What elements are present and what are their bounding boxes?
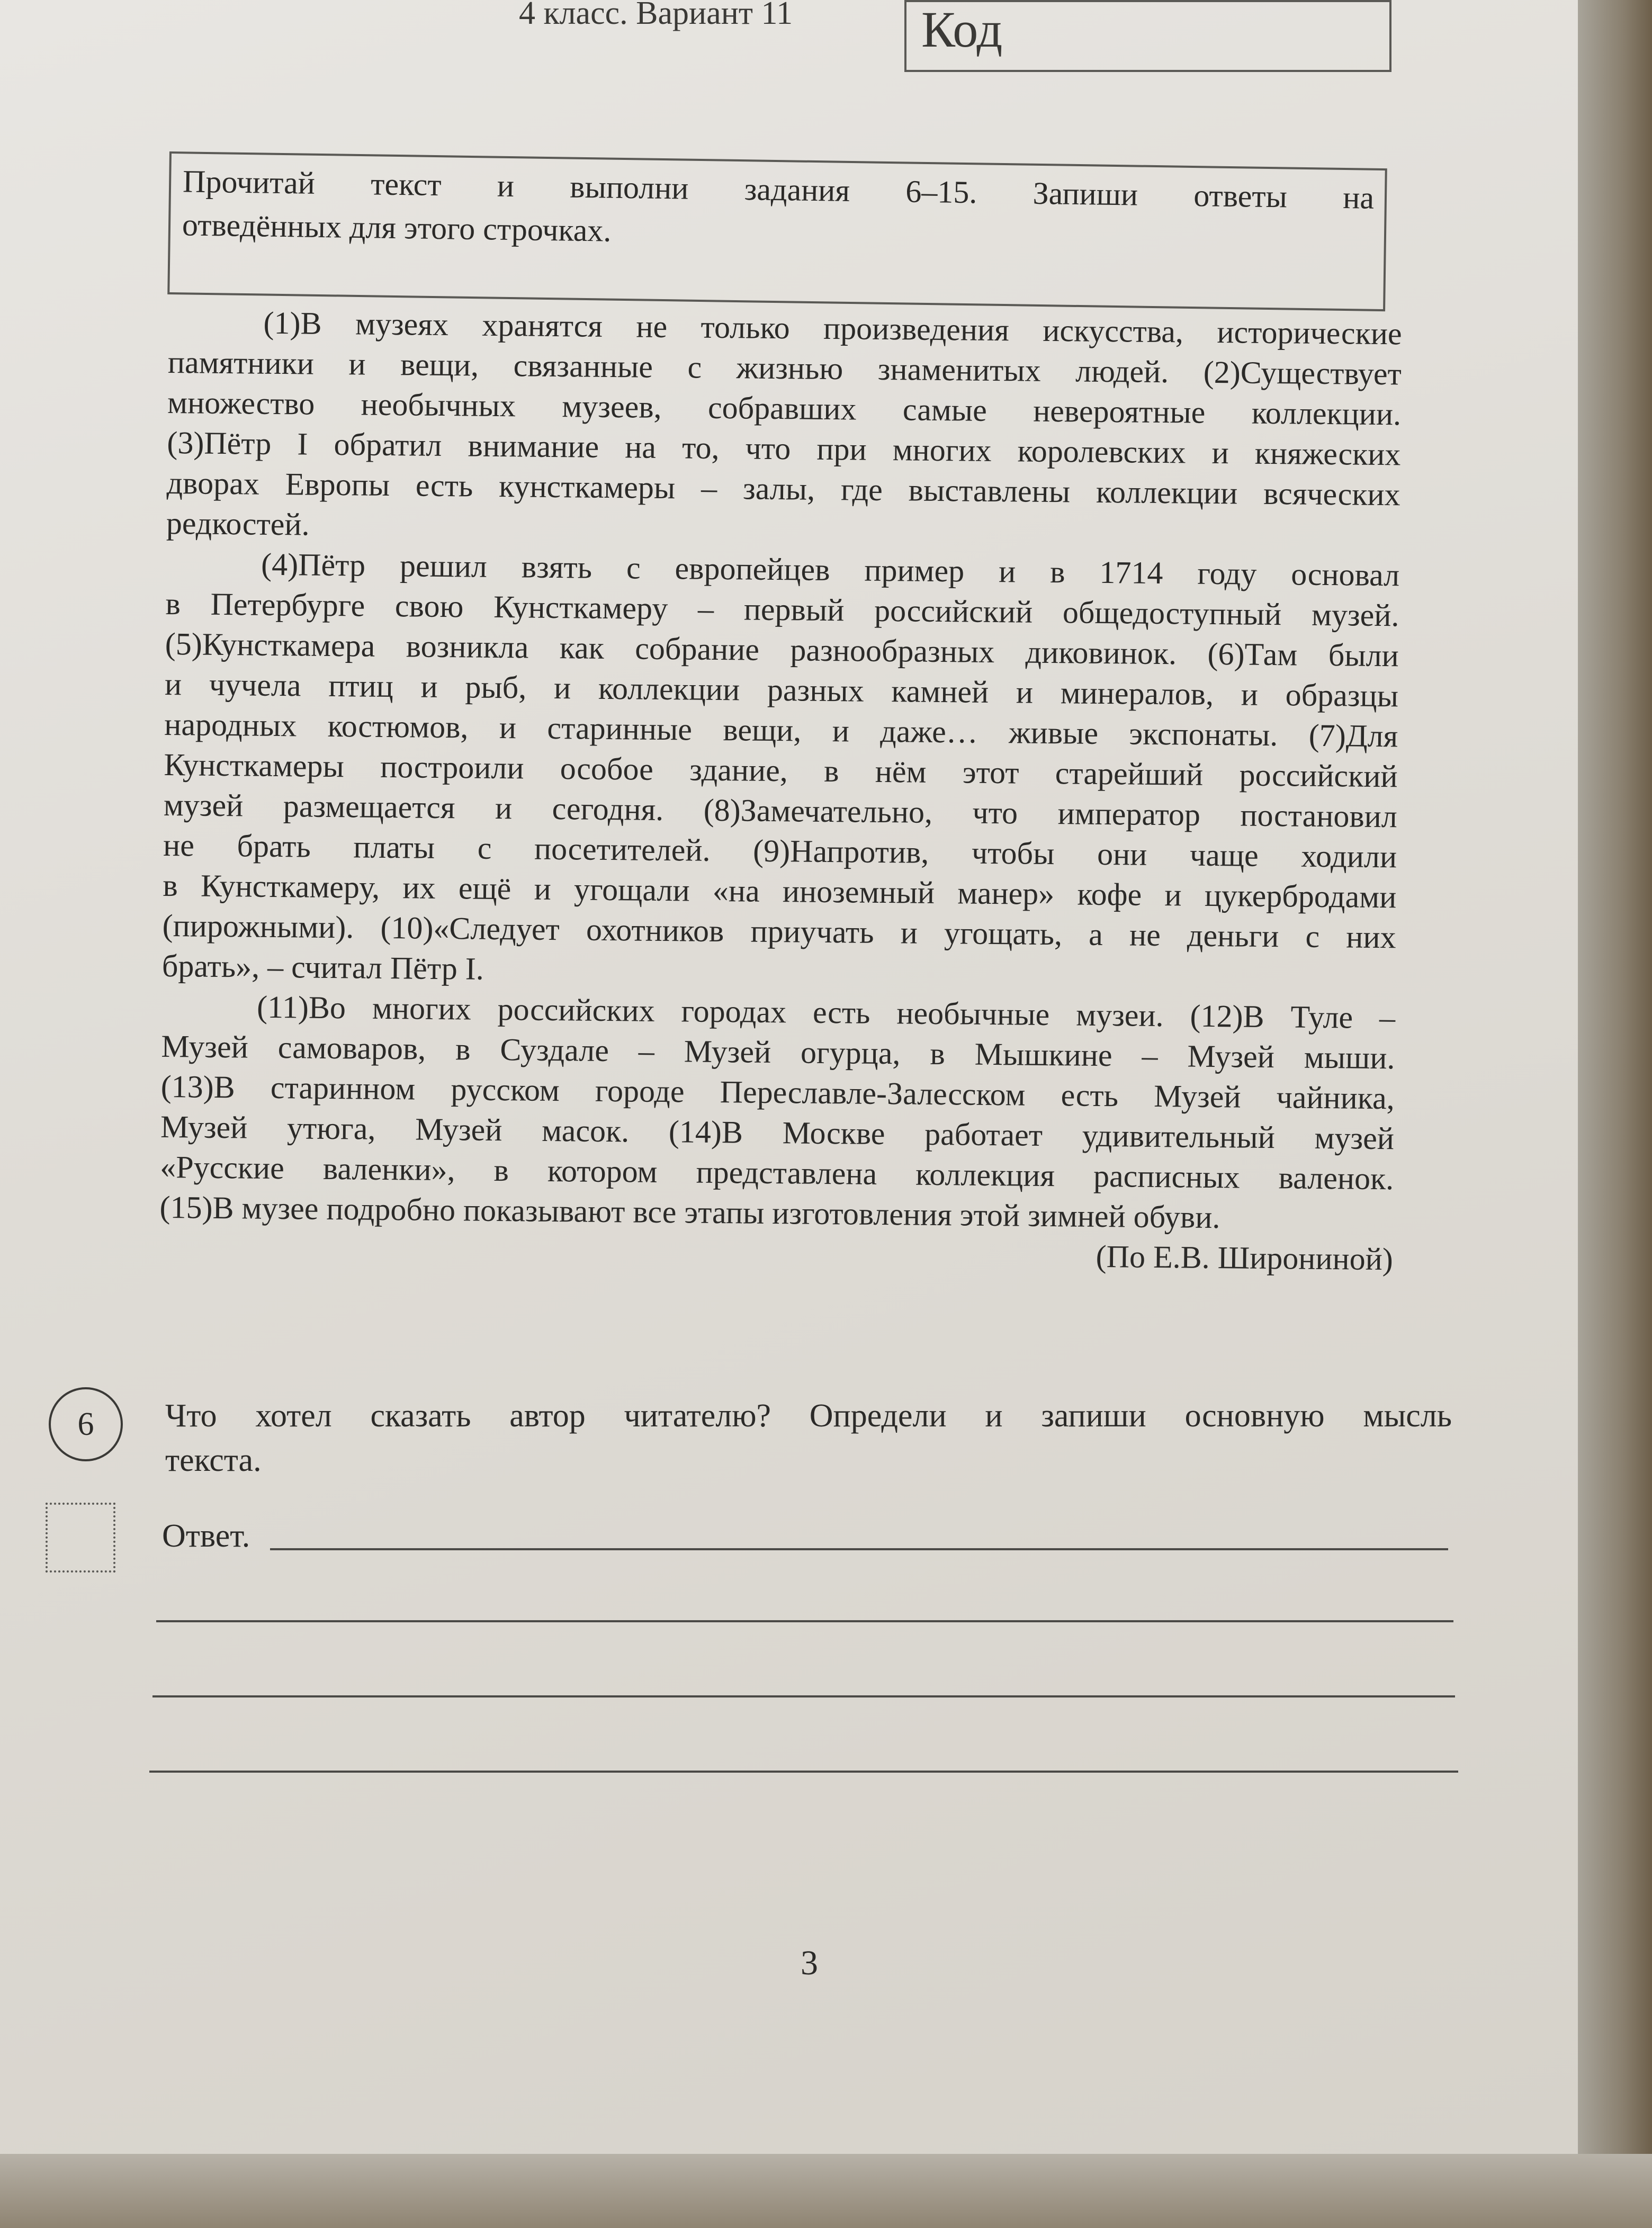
text-line: в Петербурге свою Кунсткамеру – первый российский общедоступный музей. bbox=[165, 586, 1399, 633]
desk-surface-right bbox=[1578, 0, 1652, 2228]
task-number-badge: 6 bbox=[49, 1387, 123, 1461]
code-box[interactable] bbox=[904, 0, 1391, 72]
text-line: «Русские валенки», в котором представлена коллекция расписных валенок. bbox=[159, 1149, 1394, 1197]
desk-surface-bottom bbox=[0, 2154, 1652, 2228]
text-line: (3)Пётр I обратил внимание на то, что при многих королевских и княжеских bbox=[167, 425, 1401, 472]
text-line: (1)В музеях хранятся не только произведения искусства, исторические bbox=[263, 305, 1402, 352]
reading-text bbox=[159, 302, 1402, 1279]
grade-variant-header: 4 класс. Вариант 11 bbox=[519, 0, 793, 31]
text-line: (пирожными). (10)«Следует охотников приучать и угощать, а не деньги с них bbox=[162, 908, 1396, 955]
text-line: Музей самоваров, в Суздале – Музей огурца, в Мышкине – Музей мыши. bbox=[161, 1028, 1395, 1076]
text-author: (По Е.В. Широниной) bbox=[1096, 1238, 1394, 1277]
score-box[interactable] bbox=[46, 1503, 115, 1573]
question-line-2: текста. bbox=[165, 1442, 262, 1478]
page-number: 3 bbox=[801, 1944, 818, 1982]
text-line: (11)Во многих российских городах есть необычные музеи. (12)В Туле – bbox=[256, 989, 1396, 1036]
text-line: множество необычных музеев, собравших самые невероятные коллекции. bbox=[167, 384, 1402, 432]
answer-line-2[interactable] bbox=[156, 1620, 1453, 1622]
text-line: не брать платы с посетителей. (9)Напротив, чтобы они чаще ходили bbox=[163, 827, 1397, 875]
text-line: (15)В музее подробно показывают все этапы изготовления этой зимней обуви. bbox=[159, 1189, 1220, 1235]
code-label: Код bbox=[921, 1, 1003, 58]
instruction-box bbox=[167, 151, 1387, 311]
text-line: брать», – считал Пётр I. bbox=[161, 948, 484, 986]
text-line: музей размещается и сегодня. (8)Замечательно, что император постановил bbox=[163, 787, 1398, 834]
instruction-line-2: отведённых для этого строчках. bbox=[182, 207, 612, 248]
text-line: Музей утюга, Музей масок. (14)В Москве работает удивительный музей bbox=[160, 1109, 1395, 1156]
instruction-line-1: Прочитай текст и выполни задания 6–15. Запиши ответы на bbox=[182, 164, 1375, 215]
question-line-1: Что хотел сказать автор читателю? Определи и запиши основную мысль bbox=[165, 1398, 1452, 1434]
answer-line-3[interactable] bbox=[152, 1695, 1455, 1697]
text-line: в Кунсткамеру, их ещё и угощали «на иноземный манер» кофе и цукербродами bbox=[163, 867, 1397, 915]
text-line: памятники и вещи, связанные с жизнью знаменитых людей. (2)Существует bbox=[167, 344, 1402, 392]
text-line: народных костюмов, и старинные вещи, и даже… живые экспонаты. (7)Для bbox=[164, 706, 1398, 754]
text-line: редкостей. bbox=[166, 505, 310, 542]
answer-label: Ответ. bbox=[162, 1518, 250, 1554]
text-line: Кунсткамеры построили особое здание, в нём этот старейший российский bbox=[164, 747, 1398, 794]
answer-line-4[interactable] bbox=[149, 1771, 1458, 1773]
text-line: дворах Европы есть кунсткамеры – залы, где выставлены коллекции всяческих bbox=[166, 465, 1400, 513]
text-line: (5)Кунсткамера возникла как собрание разнообразных диковинок. (6)Там были bbox=[165, 626, 1399, 673]
text-line: (4)Пётр решил взять с европейцев пример и в 1714 году основал bbox=[261, 546, 1400, 593]
text-line: (13)В старинном русском городе Переславле-Залесском есть Музей чайника, bbox=[160, 1068, 1395, 1116]
answer-line-1[interactable] bbox=[270, 1548, 1448, 1550]
text-line: и чучела птиц и рыб, и коллекции разных камней и минералов, и образцы bbox=[164, 666, 1399, 714]
task-question bbox=[165, 1394, 1452, 1483]
